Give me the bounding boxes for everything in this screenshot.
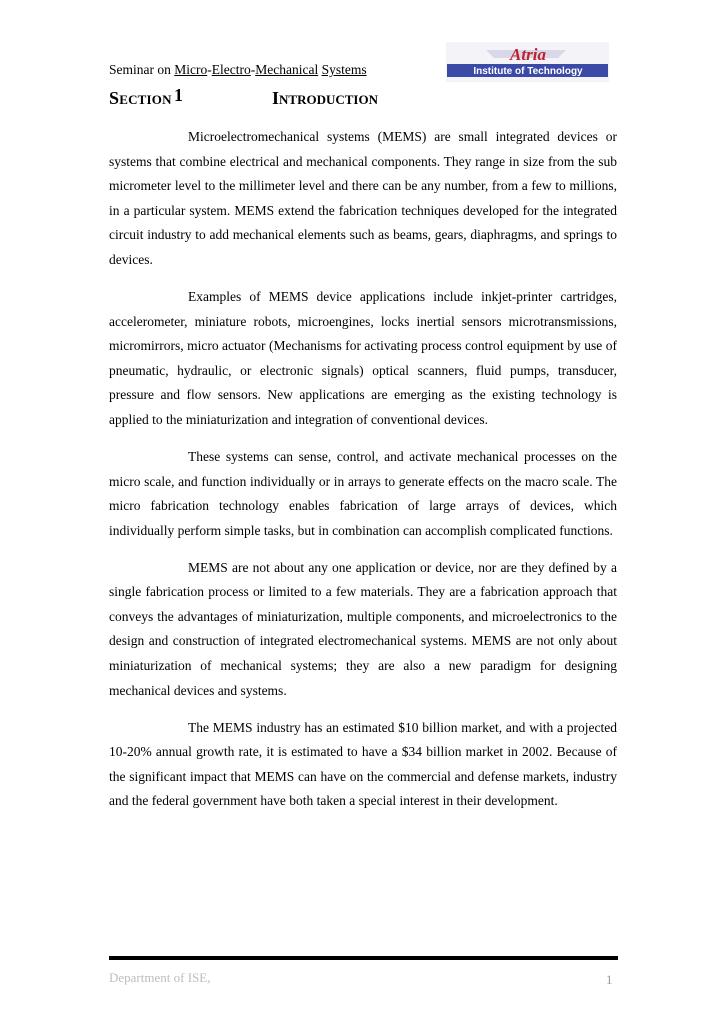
header-word-electro: Electro bbox=[211, 62, 251, 77]
page-header bbox=[109, 45, 629, 86]
section-label-cap: S bbox=[109, 88, 120, 108]
paragraph-5: The MEMS industry has an estimated $10 billion market, and with a projected 10-20% annual growth rate, it is estimated to have a $34 billion market in 2002. Because of the significant impact that MEMS can have on the commercial and defense markets, industry and the federal government have both taken a special interest in their development. bbox=[109, 719, 617, 809]
header-word-mechanical: Mechanical bbox=[255, 62, 319, 77]
section-title-rest: NTRODUCTION bbox=[279, 92, 378, 107]
paragraph-1: Microelectromechanical systems (MEMS) are small integrated devices or systems that combine electrical and mechanical components. They range in size from the sub micrometer level to the millimeter level and there can be any number, from a few to millions, in a particular system. MEMS extend the fabrication techniques developed for the integrated circuit industry to add mechanical elements such as beams, gears, diaphragms, and springs to devices. bbox=[109, 129, 617, 267]
header-title bbox=[109, 62, 367, 78]
section-heading bbox=[109, 85, 378, 109]
svg-text:Institute of Technology: Institute of Technology bbox=[473, 66, 583, 77]
section-title-cap: I bbox=[272, 88, 280, 108]
header-dash-2: - bbox=[250, 62, 256, 77]
footer-divider bbox=[109, 956, 618, 960]
footer-page-number: 1 bbox=[606, 972, 613, 987]
paragraph-4: MEMS are not about any one application or device, nor are they defined by a single fabrication process or limited to a few materials. They are a fabrication approach that conveys the advantages of miniaturization, multiple components, and microelectronics to the design and construction of integrated electromechanical systems. MEMS are not only about miniaturization of mechanical systems; they are also a new paradigm for designing mechanical devices and systems. bbox=[109, 559, 617, 698]
section-title bbox=[272, 88, 378, 109]
header-word-micro: Micro bbox=[174, 62, 208, 77]
paragraph-3: These systems can sense, control, and activate mechanical processes on the micro scale, and function individually or in arrays to generate effects on the macro scale. The micro fabrication technology enables fabrication of large arrays of devices, which individually perform simple tasks, but in combination can accomplish complicated functions. bbox=[109, 448, 617, 538]
section-label-rest: ECTION bbox=[119, 92, 172, 107]
header-word-systems: Systems bbox=[321, 62, 367, 77]
section-label bbox=[109, 88, 172, 108]
body-text bbox=[109, 125, 617, 826]
institute-logo bbox=[446, 42, 609, 82]
header-prefix: Seminar on bbox=[109, 62, 175, 77]
paragraph-2: Examples of MEMS device applications include inkjet-printer cartridges, accelerometer, miniature robots, microengines, locks inertial sensors microtransmissions, micromirrors, micro actuator (Mechanisms for activating process control equipment by use of pneumatic, hydraulic, or electronic signals) optical scanners, fluid pumps, transducer, pressure and flow sensors. New applications are emerging as the existing technology is applied to the miniaturization and integration of conventional devices. bbox=[109, 288, 617, 427]
header-dash-1: - bbox=[207, 62, 212, 77]
svg-text:Atria: Atria bbox=[510, 45, 546, 64]
section-number: 1 bbox=[174, 85, 183, 105]
footer-department: Department of ISE, bbox=[109, 970, 211, 985]
